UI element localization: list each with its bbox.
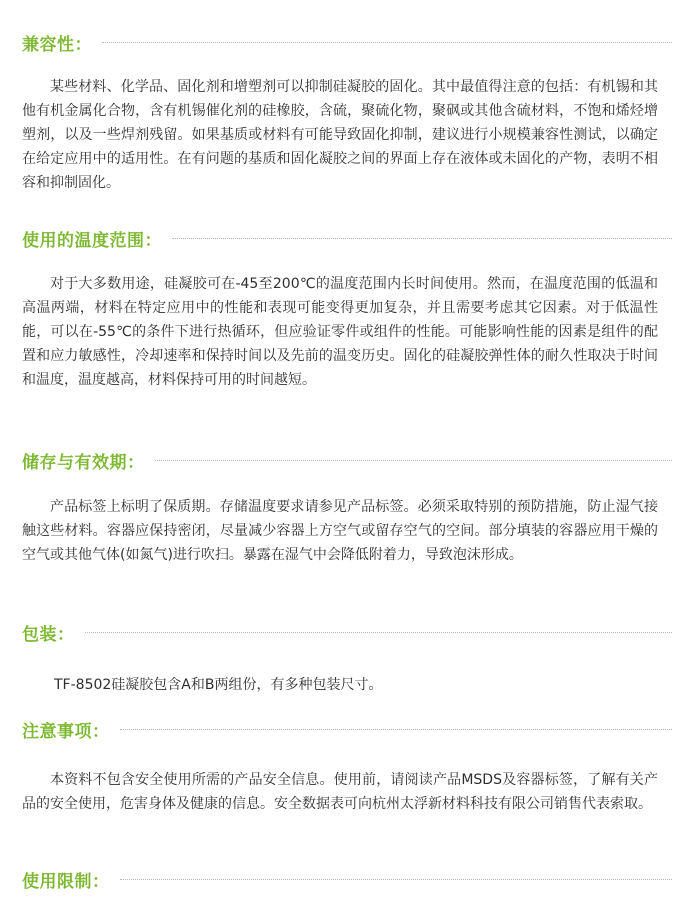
section-heading-precautions xyxy=(22,717,672,741)
section-body-compatibility: 某些材料、化学品、固化剂和增塑剂可以抑制硅凝胶的固化。其中最值得注意的包括：有机锡和其他有机金属化合物，含有机锡催化剂的硅橡胶，含硫，聚硫化物，聚砜或其他含硫材料，不饱和烯烃增塑剂，以及一些焊剂残留。如果基质或材料有可能导致固化抑制，建议进行小规模兼容性测试，以确定在给定应用中的适用性。在有问题的基质和固化凝胶之间的界面上存在液体或未固化的产物，表明不相容和抑制固化。 xyxy=(22,79,658,191)
section-heading-packaging xyxy=(22,620,672,644)
dotted-divider xyxy=(102,42,672,43)
section-heading-storage xyxy=(22,448,672,472)
section-heading-temperature xyxy=(22,226,672,250)
dotted-divider xyxy=(120,729,673,730)
section-title: 注意事项： xyxy=(22,721,110,742)
section-body-precautions: 本资料不包含安全使用所需的产品安全信息。使用前，请阅读产品MSDS及容器标签，了解有关产品的安全使用，危害身体及健康的信息。安全数据表可向杭州太浮新材料科技有限公司销售代表索取。 xyxy=(22,772,658,812)
section-heading-compatibility xyxy=(22,30,672,54)
section-title: 兼容性： xyxy=(22,34,92,55)
section-heading-limitations xyxy=(22,867,672,891)
section-body-packaging: TF-8502硅凝胶包含A和B两组份，有多种包装尺寸。 xyxy=(54,677,383,693)
section-body-temperature: 对于大多数用途，硅凝胶可在-45至200℃的温度范围内长时间使用。然而，在温度范围的低温和高温两端，材料在特定应用中的性能和表现可能变得更加复杂，并且需要考虑其它因素。对于低温性能，可以在-55℃的条件下进行热循环，但应验证零件或组件的性能。可能影响性能的因素是组件的配置和应力敏感性，冷却速率和保持时间以及先前的温变历史。固化的硅凝胶弹性体的耐久性取决于时间和温度，温度越高，材料保持可用的时间越短。 xyxy=(22,276,658,388)
section-title: 包装： xyxy=(22,624,75,645)
section-body-storage: 产品标签上标明了保质期。存储温度要求请参见产品标签。必须采取特别的预防措施，防止湿气接触这些材料。容器应保持密闭，尽量减少容器上方空气或留存空气的空间。部分填装的容器应用干燥的空气或其他气体(如氮气)进行吹扫。暴露在湿气中会降低附着力，导致泡沫形成。 xyxy=(22,499,658,563)
section-title: 储存与有效期： xyxy=(22,452,145,473)
dotted-divider xyxy=(85,632,673,633)
dotted-divider xyxy=(172,238,672,239)
dotted-divider xyxy=(120,879,673,880)
section-title: 使用的温度范围： xyxy=(22,230,162,251)
section-title: 使用限制： xyxy=(22,871,110,892)
dotted-divider xyxy=(155,460,673,461)
